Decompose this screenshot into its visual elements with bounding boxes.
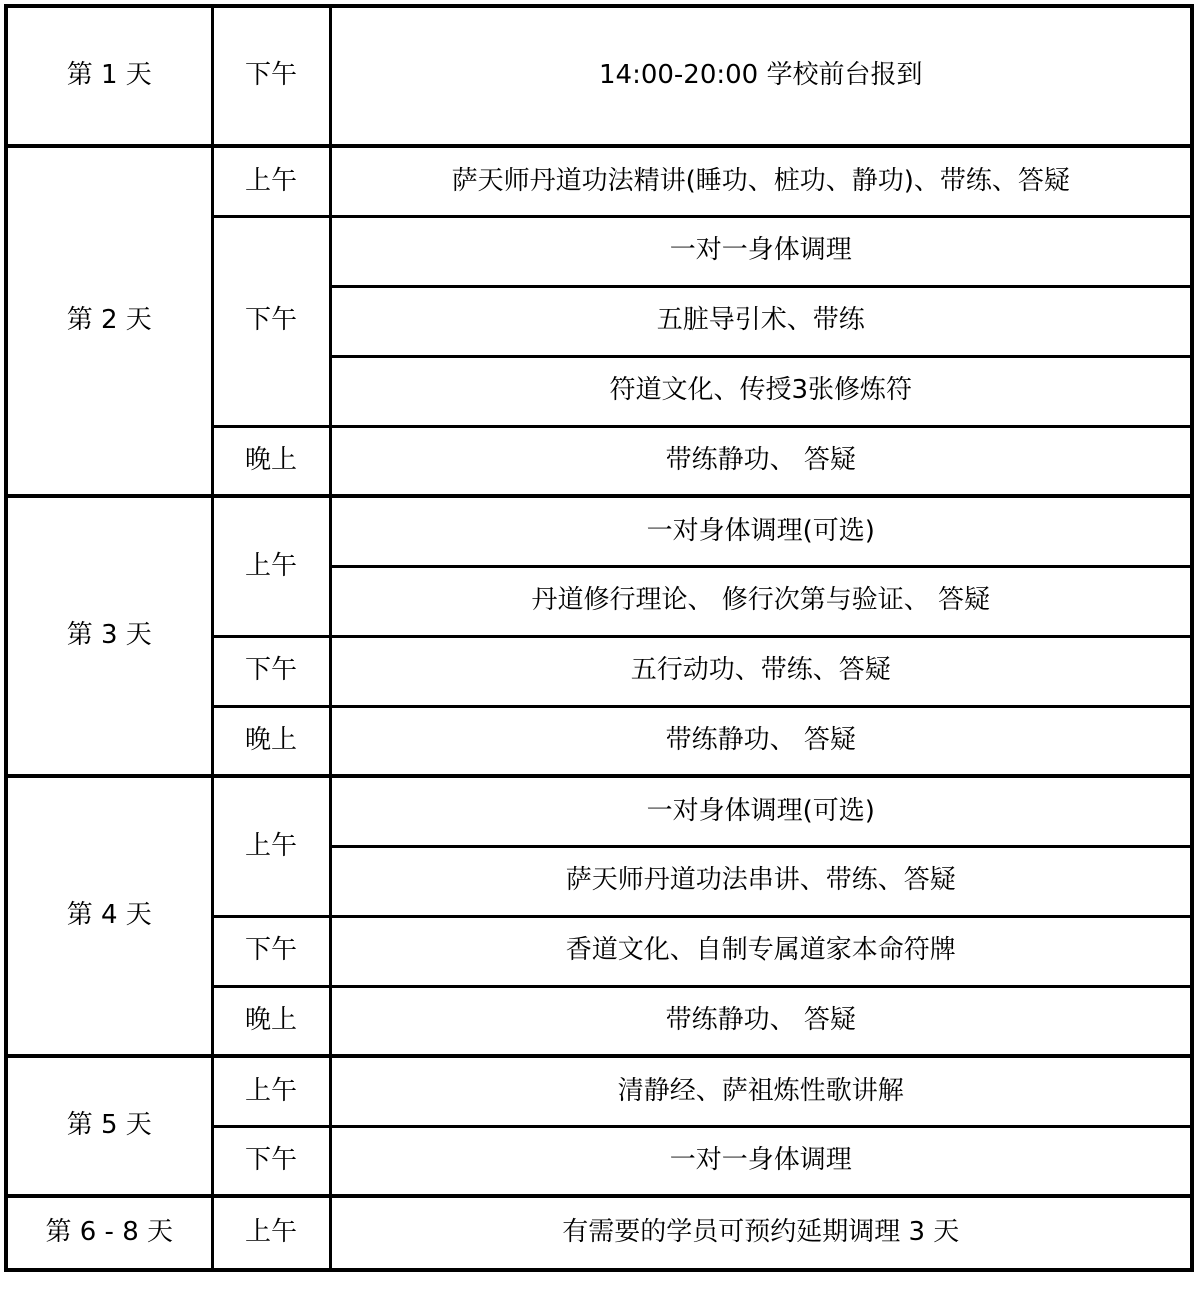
activity-cell: 带练静功、 答疑 (330, 986, 1192, 1056)
activity-cell: 一对一身体调理 (330, 216, 1192, 286)
table-row (6, 1056, 1192, 1126)
day-cell: 第 3 天 (6, 496, 212, 776)
day-cell: 第 6 - 8 天 (6, 1196, 212, 1270)
period-cell: 下午 (212, 636, 330, 706)
table-row (6, 146, 1192, 216)
table-row (6, 1196, 1192, 1270)
activity-cell: 一对身体调理(可选) (330, 496, 1192, 566)
day-cell: 第 2 天 (6, 146, 212, 496)
period-cell: 下午 (212, 216, 330, 426)
activity-cell: 一对身体调理(可选) (330, 776, 1192, 846)
activity-cell: 丹道修行理论、 修行次第与验证、 答疑 (330, 566, 1192, 636)
table-row (6, 496, 1192, 566)
day-cell: 第 1 天 (6, 6, 212, 146)
table-row (6, 776, 1192, 846)
activity-cell: 符道文化、传授3张修炼符 (330, 356, 1192, 426)
period-cell: 上午 (212, 1056, 330, 1126)
course-schedule-table (4, 4, 1194, 1272)
activity-cell: 带练静功、 答疑 (330, 426, 1192, 496)
activity-cell: 有需要的学员可预约延期调理 3 天 (330, 1196, 1192, 1270)
activity-cell: 五行动功、带练、答疑 (330, 636, 1192, 706)
period-cell: 下午 (212, 916, 330, 986)
activity-cell: 带练静功、 答疑 (330, 706, 1192, 776)
period-cell: 晚上 (212, 986, 330, 1056)
period-cell: 上午 (212, 776, 330, 916)
period-cell: 上午 (212, 496, 330, 636)
activity-cell: 萨天师丹道功法串讲、带练、答疑 (330, 846, 1192, 916)
table-row (6, 6, 1192, 146)
period-cell: 下午 (212, 1126, 330, 1196)
period-cell: 上午 (212, 1196, 330, 1270)
period-cell: 下午 (212, 6, 330, 146)
period-cell: 晚上 (212, 426, 330, 496)
activity-cell: 五脏导引术、带练 (330, 286, 1192, 356)
day-cell: 第 5 天 (6, 1056, 212, 1196)
period-cell: 晚上 (212, 706, 330, 776)
activity-cell: 清静经、萨祖炼性歌讲解 (330, 1056, 1192, 1126)
activity-cell: 萨天师丹道功法精讲(睡功、桩功、静功)、带练、答疑 (330, 146, 1192, 216)
activity-cell: 香道文化、自制专属道家本命符牌 (330, 916, 1192, 986)
day-cell: 第 4 天 (6, 776, 212, 1056)
period-cell: 上午 (212, 146, 330, 216)
activity-cell: 一对一身体调理 (330, 1126, 1192, 1196)
activity-cell: 14:00-20:00 学校前台报到 (330, 6, 1192, 146)
